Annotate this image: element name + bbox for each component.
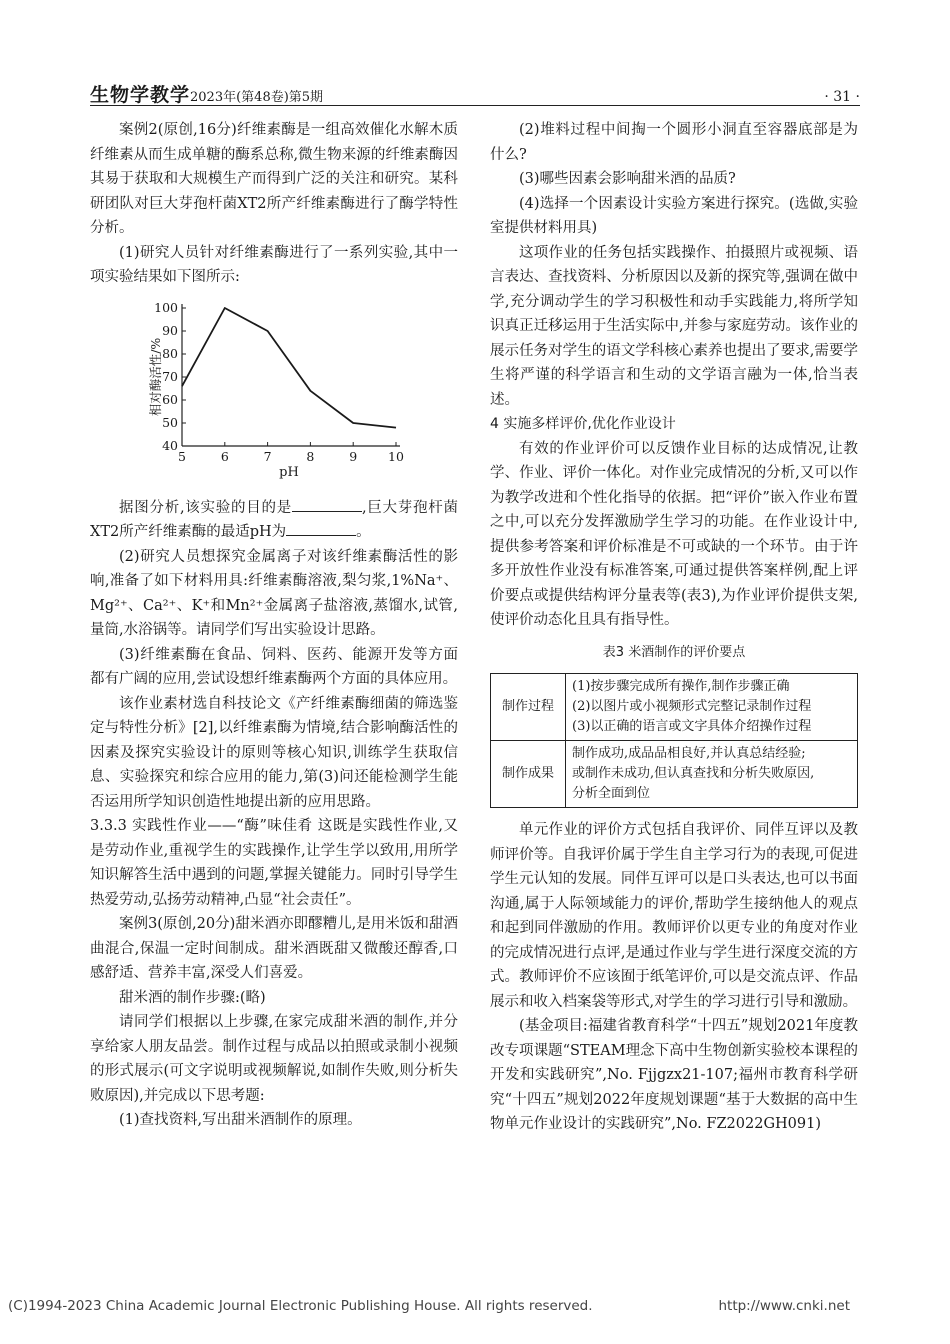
y-tick-label: 50 — [162, 414, 178, 430]
paragraph: 这项作业的任务包括实践操作、拍摄照片或视频、语言表达、查找资料、分析原因以及新的探究等,强调在做中学,充分调动学生的学习积极性和动手实践能力,将所学知识真正迁移运用于生活实际中,并参与家庭劳动。该作业的展示任务对学生的语文学科核心素养也提出了要求,需要学生将严谨的科学语言和生动的文学语言融为一体,恰当表述。 — [490, 244, 858, 408]
paragraph: (1)研究人员针对纤维素酶进行了一系列实验,其中一项实验结果如下图所示: — [90, 244, 458, 285]
journal-info — [90, 80, 323, 107]
paragraph: 案例2(原创,16分)纤维素酶是一组高效催化水解木质纤维素从而生成单糖的酶系总称,微生物来源的纤维素酶因其易于获取和大规模生产而得到广泛的关注和研究。某科研团队对巨大芽孢杆菌XT2所产纤维素酶进行了酶学特性分析。 — [90, 122, 458, 236]
series-line — [182, 308, 396, 428]
table-row-label: 制作过程 — [491, 674, 566, 741]
y-tick-label: 90 — [162, 322, 178, 338]
series-lines — [182, 308, 396, 428]
paragraph: (3)纤维素酶在食品、饲料、医药、能源开发等方面都有广阔的应用,尝试设想纤维素酶两个方面的具体应用。 — [90, 646, 458, 687]
left-column — [90, 118, 458, 1133]
table-item: (1)按步骤完成所有操作,制作步骤正确 — [572, 679, 790, 694]
journal-title: 生物学教学 — [90, 84, 191, 106]
question-text: 。 — [356, 524, 371, 540]
paragraph: (3)哪些因素会影响甜米酒的品质? — [519, 171, 736, 187]
page-footer — [0, 1298, 950, 1318]
x-ticks — [178, 442, 404, 464]
section-heading: 4 实施多样评价,优化作业设计 — [490, 416, 676, 432]
y-tick-label: 70 — [162, 368, 178, 384]
x-tick-label: 7 — [263, 448, 272, 464]
paragraph: (4)选择一个因素设计实验方案进行探究。(选做,实验室提供材料用具) — [490, 195, 858, 236]
answer-blank — [286, 521, 356, 536]
table-title: 表3 米酒制作的评价要点 — [602, 644, 746, 660]
section-heading-paragraph: 3.3.3 实践性作业——“酶”味佳肴 这既是实践性作业,又是劳动作业,重视学生的实践操作,让学生学以致用,用所学知识解答生活中遇到的问题,掌握关键能力。同时引导学生热爱劳动,弘扬劳动精神,凸显“社会责任”。 — [90, 818, 458, 908]
paragraph: 有效的作业评价可以反馈作业目标的达成情况,让教学、作业、评价一体化。对作业完成情况的分析,又可以作为教学改进和个性化指导的依据。把“评价”嵌入作业布置之中,可以充分发挥激励学生学习的功能。在作业设计中,提供参考答案和评价标准是不可或缺的一个环节。由于许多开放性作业没有标准答案,可通过提供答案样例,配上评价要点或提供结构评分量表等(表3),为作业评价提供支架,使评价动态化且具有指导性。 — [490, 440, 858, 628]
paragraph — [90, 496, 458, 545]
table-row — [491, 741, 858, 808]
table-cell — [566, 674, 858, 741]
table-item: 制作成功,成品品相良好,并认真总结经验; — [572, 746, 806, 761]
question-text: 据图分析,该实验的目的是 — [119, 499, 292, 516]
issue-info: 2023年(第48卷)第5期 — [190, 90, 324, 105]
paragraph: 案例3(原创,20分)甜米酒亦即醪糟儿,是用米饭和甜酒曲混合,保温一定时间制成。甜米酒既甜又微酸还醇香,口感舒适、营养丰富,深受人们喜爱。 — [90, 916, 458, 981]
x-tick-label: 10 — [388, 448, 404, 464]
paragraph: 该作业素材选自科技论文《产纤维素酶细菌的筛选鉴定与特性分析》[2],以纤维素酶为情境,结合影响酶活性的因素及探究实验设计的原则等核心知识,训练学生获取信息、实验探究和综合应用的能力,第(3)问还能检测学生能否运用所学知识创造性地提出新的应用思路。 — [90, 695, 458, 810]
funding-note: (基金项目:福建省教育科学“十四五”规划2021年度教改专项课题“STEAM理念下高中生物创新实验校本课程的开发和实践研究”,No. Fjjgzx21-107;福州市教育科学研究“十四五”规划2022年度规划课题“基于大数据的高中生物单元作业设计的实践研究”,No. FZ2022GH091) — [490, 1018, 858, 1132]
y-tick-label: 80 — [162, 345, 178, 361]
y-tick-label: 100 — [154, 299, 178, 315]
page-header — [90, 80, 860, 106]
y-axis-label: 相对酶活性/% — [148, 337, 163, 416]
paragraph: (1)查找资料,写出甜米酒制作的原理。 — [119, 1112, 362, 1128]
paragraph: (2)堆料过程中间掏一个圆形小洞直至容器底部是为什么? — [490, 122, 858, 163]
paragraph: (2)研究人员想探究金属离子对该纤维素酶活性的影响,准备了如下材料用具:纤维素酶溶液,梨匀浆,1%Na⁺、Mg²⁺、Ca²⁺、K⁺和Mn²⁺金属离子盐溶液,蒸馏水,试管,量筒,水浴锅等。请同学们写出实验设计思路。 — [90, 548, 458, 638]
y-tick-label: 60 — [162, 391, 178, 407]
chart-svg — [90, 296, 458, 486]
evaluation-table — [490, 673, 858, 808]
x-tick-label: 6 — [220, 448, 229, 464]
table-item: 分析全面到位 — [572, 786, 651, 801]
enzyme-activity-chart — [90, 296, 458, 486]
right-column — [490, 118, 858, 1137]
paragraph: 请同学们根据以上步骤,在家完成甜米酒的制作,并分享给家人朋友品尝。制作过程与成品以拍照或录制小视频的形式展示(可文字说明或视频解说,如制作失败,则分析失败原因),并完成以下思考题: — [90, 1014, 458, 1104]
paragraph: 单元作业的评价方式包括自我评价、同伴互评以及教师评价等。自我评价属于学生自主学习行为的表现,可促进学生元认知的发展。同伴互评可以是口头表达,也可以书面沟通,属于人际领域能力的评价,帮助学生接纳他人的观点和起到同伴激励的作用。教师评价以更专业的角度对作业的完成情况进行点评,是通过作业与学生进行深度交流的方式。教师评价不应该囿于纸笔评价,可以是交流点评、作品展示和收入档案袋等形式,对学生的学习进行引导和激励。 — [490, 822, 858, 1010]
copyright-text: (C)1994-2023 China Academic Journal Electronic Publishing House. All rights reserved. — [8, 1298, 593, 1314]
paragraph: 甜米酒的制作步骤:(略) — [119, 989, 266, 1006]
answer-blank — [292, 497, 362, 512]
x-axis-label: pH — [279, 464, 299, 480]
table-row — [491, 674, 858, 741]
source-url: http://www.cnki.net — [718, 1298, 850, 1314]
table-cell — [566, 741, 858, 808]
header-rule — [90, 105, 860, 106]
question-text: ,巨大芽孢杆菌XT2所产纤维素酶的最适pH为 — [90, 499, 459, 540]
x-tick-label: 8 — [306, 448, 315, 464]
table-item: 或制作未成功,但认真查找和分析失败原因, — [572, 766, 815, 781]
y-tick-label: 40 — [162, 437, 178, 453]
x-tick-label: 9 — [349, 448, 358, 464]
table-item: (3)以正确的语言或文字具体介绍操作过程 — [572, 719, 812, 734]
table-row-label: 制作成果 — [491, 741, 566, 808]
x-tick-label: 5 — [178, 448, 186, 464]
table-item: (2)以图片或小视频形式完整记录制作过程 — [572, 699, 812, 714]
page-number: · 31 · — [824, 89, 860, 105]
